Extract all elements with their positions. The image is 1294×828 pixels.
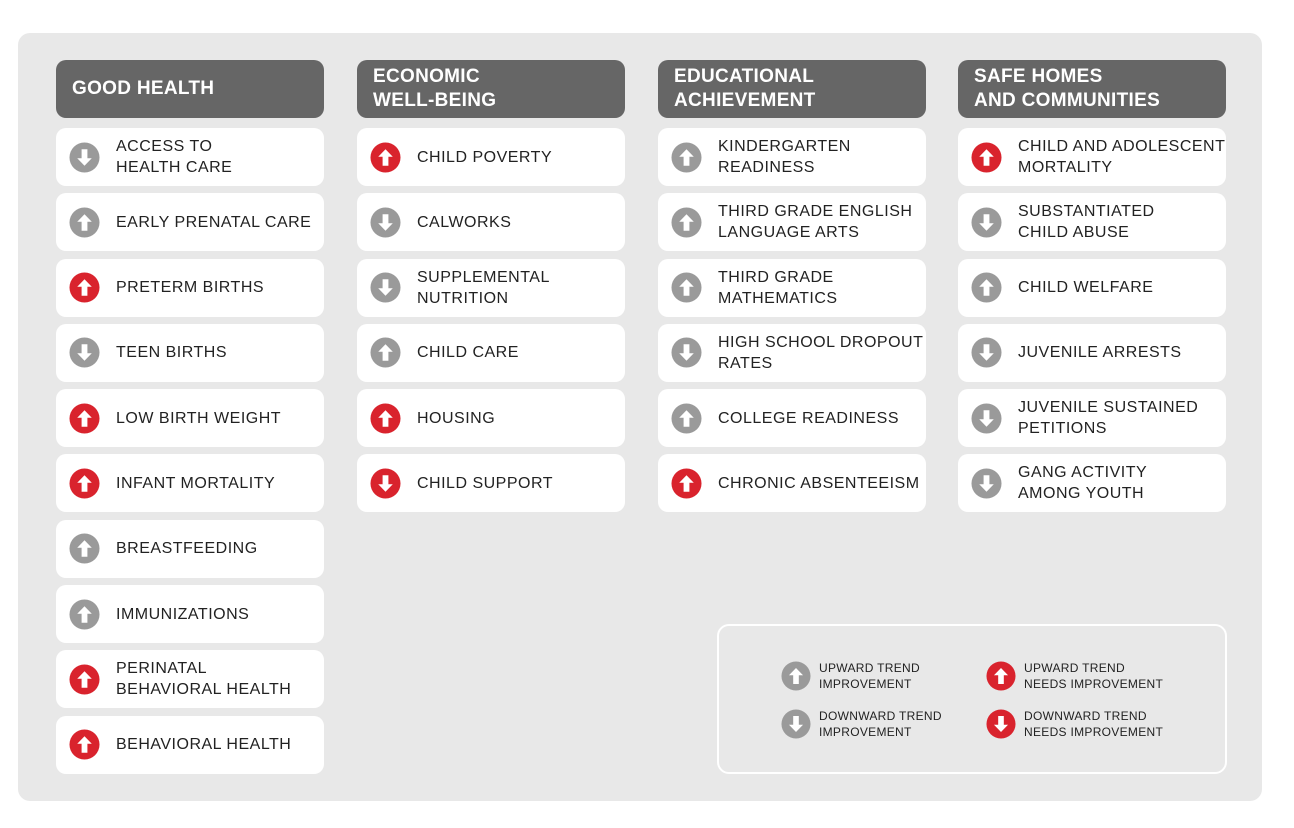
arrow-up-red-icon	[986, 661, 1016, 691]
indicator-label: CHILD CARE	[417, 344, 519, 362]
legend-label: UPWARD TREND NEEDS IMPROVEMENT	[1024, 661, 1164, 691]
indicator-item	[357, 193, 625, 251]
indicator-item	[56, 520, 324, 578]
arrow-down-gray-icon	[781, 709, 811, 739]
arrow-down-gray-icon	[971, 207, 1002, 238]
arrow-up-gray-icon	[671, 272, 702, 303]
indicator-label: PERINATAL BEHAVIORAL HEALTH	[116, 660, 292, 699]
arrow-down-red-icon	[370, 468, 401, 499]
category-header: SAFE HOMES AND COMMUNITIES	[958, 60, 1226, 118]
indicator-label: JUVENILE SUSTAINED PETITIONS	[1018, 399, 1199, 438]
indicator-label: INFANT MORTALITY	[116, 474, 276, 492]
arrow-up-red-icon	[69, 468, 100, 499]
indicator-item	[958, 324, 1226, 382]
indicator-label: CALWORKS	[417, 213, 512, 231]
indicator-item	[658, 389, 926, 447]
indicator-label: BREASTFEEDING	[116, 540, 258, 558]
arrow-up-gray-icon	[781, 661, 811, 691]
arrow-up-red-icon	[971, 142, 1002, 173]
arrow-down-gray-icon	[69, 337, 100, 368]
arrow-up-gray-icon	[69, 599, 100, 630]
indicator-item	[56, 650, 324, 708]
indicator-label: TEEN BIRTHS	[116, 344, 227, 362]
arrow-up-gray-icon	[971, 272, 1002, 303]
arrow-down-gray-icon	[971, 337, 1002, 368]
legend-entry	[986, 660, 1163, 692]
indicator-item	[56, 585, 324, 643]
legend-label: DOWNWARD TREND IMPROVEMENT	[819, 709, 942, 739]
indicator-item	[958, 193, 1226, 251]
arrow-up-gray-icon	[370, 337, 401, 368]
legend-entry	[781, 660, 920, 692]
indicator-label: CHILD WELFARE	[1018, 279, 1154, 297]
arrow-down-gray-icon	[370, 272, 401, 303]
indicator-item	[56, 193, 324, 251]
arrow-down-gray-icon	[971, 468, 1002, 499]
indicator-item	[56, 259, 324, 317]
indicator-label: LOW BIRTH WEIGHT	[116, 409, 282, 427]
category-header: EDUCATIONAL ACHIEVEMENT	[658, 60, 926, 118]
indicator-label: KINDERGARTEN READINESS	[718, 138, 851, 176]
indicator-label: EARLY PRENATAL CARE	[116, 213, 312, 231]
arrow-up-red-icon	[370, 403, 401, 434]
arrow-up-red-icon	[69, 272, 100, 303]
legend-entry	[781, 708, 942, 740]
indicator-label: HIGH SCHOOL DROPOUT RATES	[718, 333, 924, 372]
arrow-down-gray-icon	[69, 142, 100, 173]
arrow-up-gray-icon	[69, 207, 100, 238]
indicator-item	[357, 389, 625, 447]
indicator-item	[357, 324, 625, 382]
arrow-down-red-icon	[986, 709, 1016, 739]
indicator-item	[56, 389, 324, 447]
indicator-item	[958, 454, 1226, 512]
indicator-item	[357, 128, 625, 186]
indicator-label: ACCESS TO HEALTH CARE	[116, 138, 233, 176]
indicator-label: COLLEGE READINESS	[718, 409, 899, 427]
legend-label: UPWARD TREND IMPROVEMENT	[819, 661, 920, 691]
indicator-label: CHRONIC ABSENTEEISM	[718, 474, 920, 492]
legend-label: DOWNWARD TREND NEEDS IMPROVEMENT	[1024, 709, 1164, 739]
arrow-up-gray-icon	[671, 142, 702, 173]
arrow-up-gray-icon	[671, 207, 702, 238]
indicator-item	[658, 324, 926, 382]
indicator-item	[56, 454, 324, 512]
indicator-label: THIRD GRADE ENGLISH LANGUAGE ARTS	[718, 203, 913, 242]
indicator-item	[958, 259, 1226, 317]
arrow-up-red-icon	[671, 468, 702, 499]
indicator-label: CHILD SUPPORT	[417, 474, 554, 492]
arrow-down-gray-icon	[671, 337, 702, 368]
arrow-up-gray-icon	[69, 533, 100, 564]
indicator-label: THIRD GRADE MATHEMATICS	[718, 268, 838, 307]
indicator-item	[357, 259, 625, 317]
indicator-item	[357, 454, 625, 512]
category-column	[56, 60, 324, 781]
arrow-up-red-icon	[69, 729, 100, 760]
arrow-down-gray-icon	[971, 403, 1002, 434]
category-header: ECONOMIC WELL-BEING	[357, 60, 625, 118]
indicator-item	[658, 193, 926, 251]
indicator-item	[658, 454, 926, 512]
indicator-item	[958, 128, 1226, 186]
category-column	[658, 60, 926, 520]
indicator-item	[56, 716, 324, 774]
category-header: GOOD HEALTH	[56, 60, 324, 118]
indicator-label: SUPPLEMENTAL NUTRITION	[417, 268, 550, 307]
indicator-item	[658, 259, 926, 317]
indicator-item	[56, 128, 324, 186]
indicator-label: BEHAVIORAL HEALTH	[116, 736, 292, 754]
indicator-item	[958, 389, 1226, 447]
indicator-label: JUVENILE ARRESTS	[1018, 344, 1182, 362]
legend	[717, 624, 1227, 774]
indicator-item	[56, 324, 324, 382]
arrow-up-red-icon	[370, 142, 401, 173]
arrow-up-gray-icon	[671, 403, 702, 434]
legend-entry	[986, 708, 1163, 740]
indicator-label: SUBSTANTIATED CHILD ABUSE	[1018, 203, 1155, 242]
indicator-label: CHILD POVERTY	[417, 148, 553, 166]
arrow-up-red-icon	[69, 403, 100, 434]
indicator-label: PRETERM BIRTHS	[116, 279, 265, 297]
indicator-label: IMMUNIZATIONS	[116, 605, 250, 623]
indicator-item	[658, 128, 926, 186]
indicator-label: CHILD AND ADOLESCENT MORTALITY	[1018, 138, 1226, 176]
indicator-label: HOUSING	[417, 409, 496, 427]
indicator-label: GANG ACTIVITY AMONG YOUTH	[1018, 464, 1148, 503]
arrow-down-gray-icon	[370, 207, 401, 238]
category-column	[357, 60, 625, 520]
arrow-up-red-icon	[69, 664, 100, 695]
category-column	[958, 60, 1226, 520]
